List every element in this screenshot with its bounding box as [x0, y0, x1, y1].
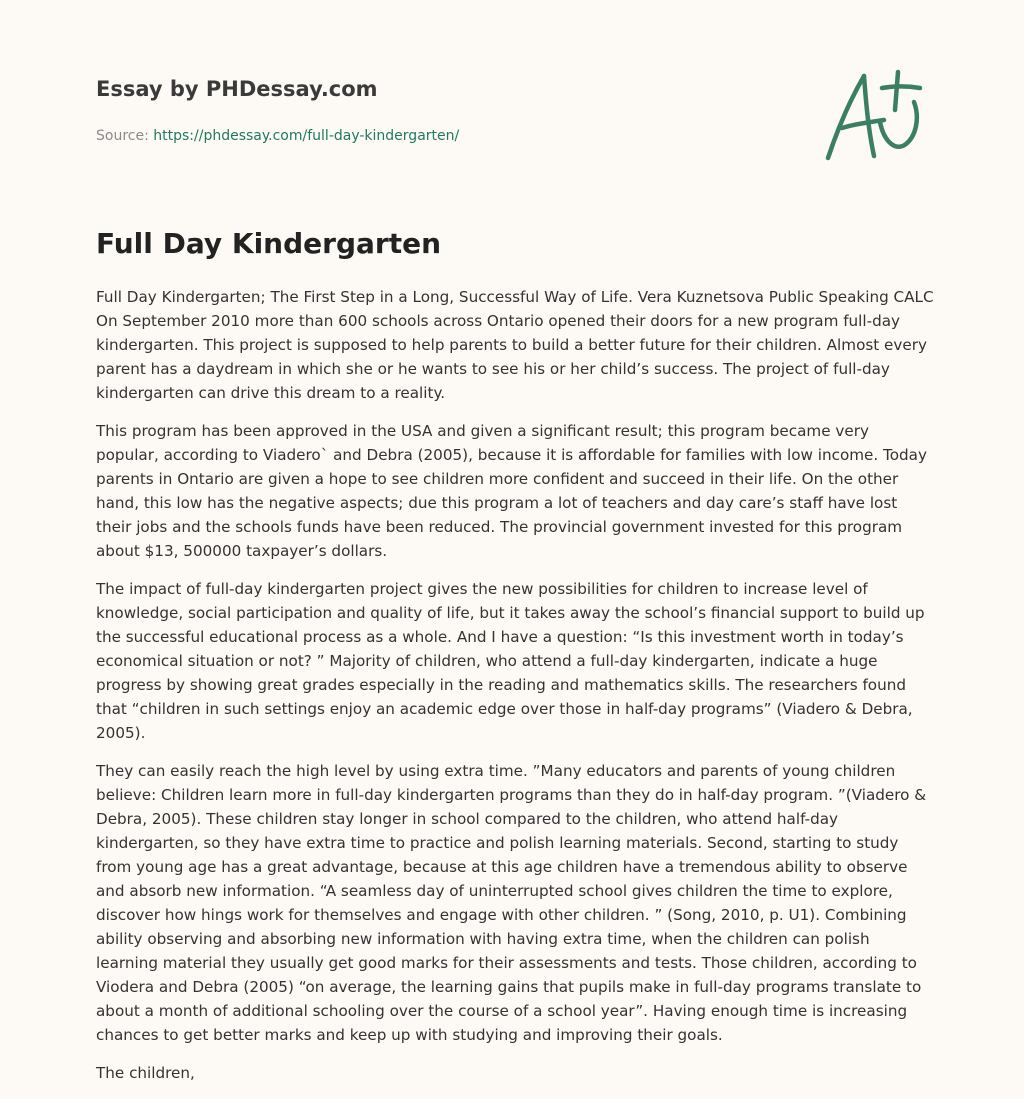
essay-body — [96, 285, 936, 1099]
essay-paragraph: The children, — [96, 1064, 195, 1082]
a-plus-logo-icon — [818, 66, 930, 166]
site-title: Essay by PHDessay.com — [96, 77, 378, 101]
source-label: Source: — [96, 128, 149, 144]
essay-paragraph: The impact of full-day kindergarten project gives the new possibilities for children to increase level of knowledge, social participation and quality of life, but it takes away the school’s financial support to build up the successful educational process as a whole. And I have a question: “Is this investment worth in today’s economical situation or not? ” Majority of children, who attend a full-day kindergarten, indicate a huge progress by showing great grades especially in the reading and mathematics skills. The researchers found that “children in such settings enjoy an academic edge over those in half-day programs” (Viadero & Debra, 2005). — [96, 580, 925, 742]
header — [96, 72, 796, 146]
essay-paragraph: This program has been approved in the USA and given a significant result; this program became very popular, according to Viadero` and Debra (2005), because it is affordable for families with low income. Today parents in Ontario are given a hope to see children more confident and succeed in their life. On the other hand, this low has the negative aspects; due this program a lot of teachers and day care’s staff have lost their jobs and the schools funds have been reduced. The provincial government invested for this program about $13, 500000 taxpayer’s dollars. — [96, 422, 927, 560]
essay-title: Full Day Kindergarten — [96, 227, 442, 260]
source-link[interactable]: https://phdessay.com/full-day-kindergarten/ — [153, 128, 460, 144]
essay-paragraph: Full Day Kindergarten; The First Step in a Long, Successful Way of Life. Vera Kuznetsova Public Speaking CALC On September 2010 more than 600 schools across Ontario opened their doors for a new program full-day kindergarten. This project is supposed to help parents to build a better future for their children. Almost every parent has a daydream in which she or he wants to see his or her child’s success. The project of full-day kindergarten can drive this dream to a reality. — [96, 288, 934, 402]
source-line — [96, 126, 796, 146]
essay-paragraph: They can easily reach the high level by using extra time. ”Many educators and parents of young children believe: Children learn more in full-day kindergarten programs than they do in half-day program. ”(Viadero & Debra, 2005). These children stay longer in school compared to the children, who attend half-day kindergarten, so they have extra time to practice and polish learning materials. Second, starting to study from young age has a great advantage, because at this age children have a tremendous ability to observe and absorb new information. “A seamless day of uninterrupted school gives children the time to explore, discover how hings work for themselves and engage with other children. ” (Song, 2010, p. U1). Combining ability observing and absorbing new information with having extra time, when the children can polish learning material they usually get good marks for their assessments and tests. Those children, according to Viodera and Debra (2005) “on average, the learning gains that pupils make in full-day programs translate to about a month of additional schooling over the course of a school year”. Having enough time is increasing chances to get better marks and keep up with studying and improving their goals. — [96, 762, 927, 1044]
